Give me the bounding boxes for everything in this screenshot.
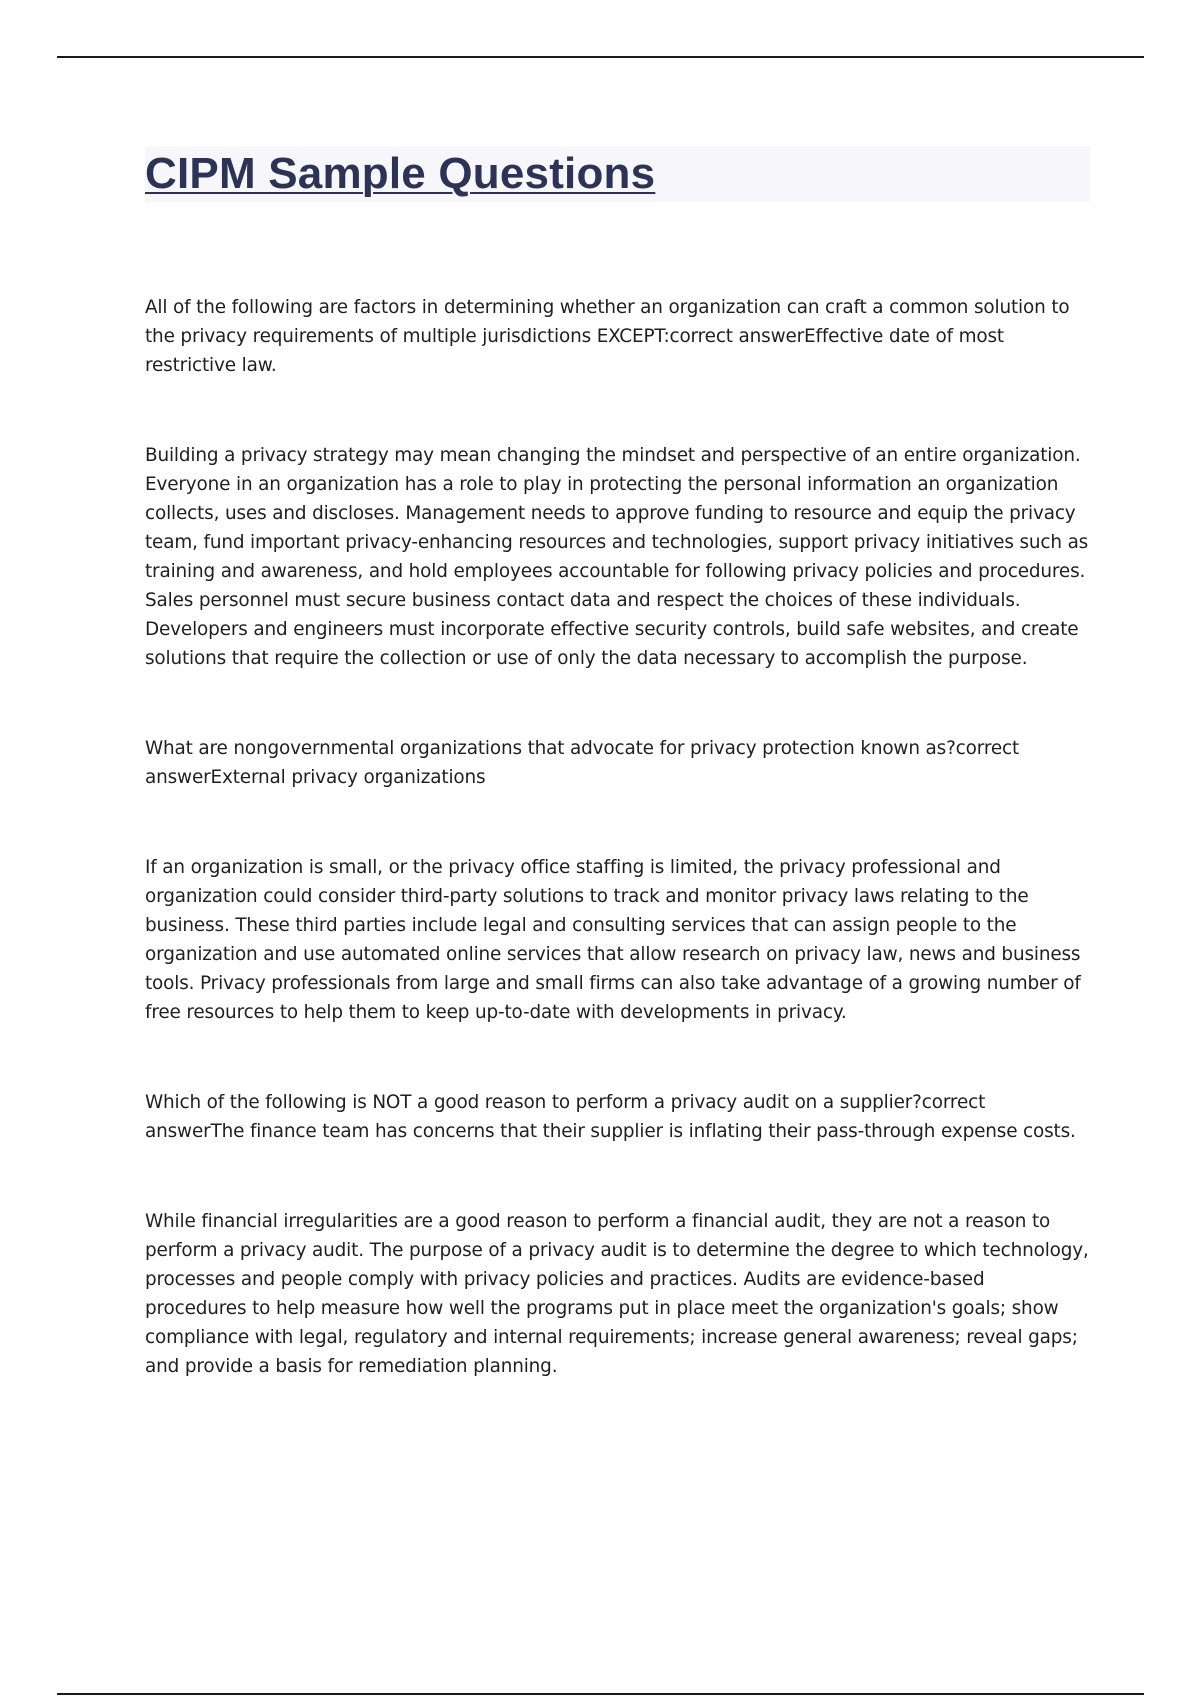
document-body	[145, 146, 1090, 1381]
question-paragraph: Which of the following is NOT a good reason to perform a privacy audit on a supplier?correct answerThe finance team has concerns that their supplier is inflating their pass-through expense costs.	[145, 1092, 1076, 1142]
header-rule	[57, 56, 1144, 58]
title-bar	[145, 146, 1090, 202]
explanation-paragraph: While financial irregularities are a good reason to perform a financial audit, they are not a reason to perform a privacy audit. The purpose of a privacy audit is to determine the degree to which technology, processes and people comply with privacy policies and practices. Audits are evidence-based procedures to help measure how well the programs put in place meet the organization's goals; show compliance with legal, regulatory and internal requirements; increase general awareness; reveal gaps; and provide a basis for remediation planning.	[145, 1211, 1089, 1377]
question-paragraph: All of the following are factors in determining whether an organization can craft a common solution to the privacy requirements of multiple jurisdictions EXCEPT:correct answerEffective date of most restrictive law.	[145, 297, 1070, 376]
explanation-paragraph: If an organization is small, or the privacy office staffing is limited, the privacy professional and organization could consider third-party solutions to track and monitor privacy laws relating to the business. These third parties include legal and consulting services that can assign people to the organization and use automated online services that allow research on privacy law, news and business tools. Privacy professionals from large and small firms can also take advantage of a growing number of free resources to help them to keep up-to-date with developments in privacy.	[145, 857, 1081, 1023]
explanation-paragraph: Building a privacy strategy may mean changing the mindset and perspective of an entire organization. Everyone in an organization has a role to play in protecting the personal information an organization collects, uses and discloses. Management needs to approve funding to resource and equip the privacy team, fund important privacy-enhancing resources and technologies, support privacy initiatives such as training and awareness, and hold employees accountable for following privacy policies and procedures. Sales personnel must secure business contact data and respect the choices of these individuals. Developers and engineers must incorporate effective security controls, build safe websites, and create solutions that require the collection or use of only the data necessary to accomplish the purpose.	[145, 445, 1089, 669]
footer-rule	[57, 1693, 1144, 1695]
question-paragraph: What are nongovernmental organizations that advocate for privacy protection known as?correct answerExternal privacy organizations	[145, 738, 1020, 788]
page-title: CIPM Sample Questions	[145, 149, 656, 198]
